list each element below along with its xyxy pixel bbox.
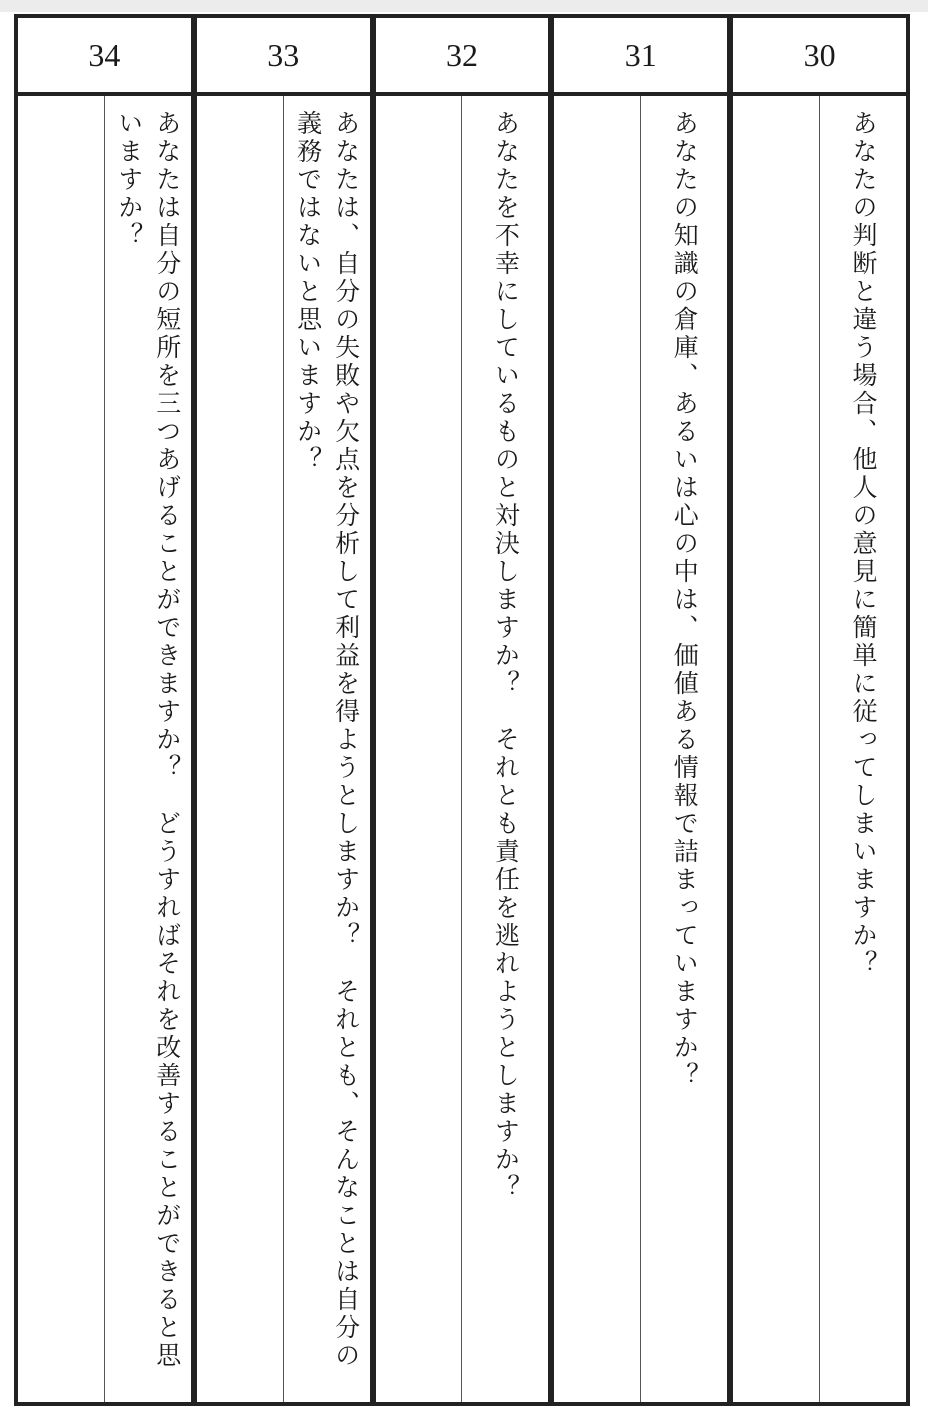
answer-space[interactable] [733,96,820,1402]
question-number: 32 [376,18,549,96]
question-column-31 [548,18,727,1402]
answer-space[interactable] [554,96,641,1402]
question-body [733,96,906,1402]
question-text: あなたは自分の短所を三つあげることができますか？ どうすればそれを改善することができると思いますか？ [114,110,182,1370]
question-body [197,96,370,1402]
question-column-33 [191,18,370,1402]
question-text: あなたの知識の倉庫、あるいは心の中は、価値ある情報で詰まっていますか？ [670,110,700,1090]
question-column-34 [18,18,191,1402]
question-text-area [462,96,548,1402]
questionnaire-table [14,14,910,1406]
question-text-area [820,96,906,1402]
question-body [376,96,549,1402]
question-body [18,96,191,1402]
answer-space[interactable] [376,96,463,1402]
question-number: 33 [197,18,370,96]
question-number: 30 [733,18,906,96]
question-text-area [284,96,370,1402]
question-text: あなたを不幸にしているものと対決しますか？ それとも責任を逃れようとしますか？ [491,110,521,1202]
answer-space[interactable] [197,96,284,1402]
question-body [554,96,727,1402]
question-column-32 [370,18,549,1402]
question-text: あなたの判断と違う場合、他人の意見に簡単に従ってしまいますか？ [848,110,878,978]
top-strip [0,0,928,12]
question-text: あなたは、自分の失敗や欠点を分析して利益を得ようとしますか？ それとも、そんなことは自分の義務ではないと思いますか？ [293,110,361,1370]
question-number: 34 [18,18,191,96]
answer-space[interactable] [18,96,105,1402]
question-number: 31 [554,18,727,96]
question-text-area [641,96,727,1402]
question-column-30 [727,18,906,1402]
question-text-area [105,96,191,1402]
